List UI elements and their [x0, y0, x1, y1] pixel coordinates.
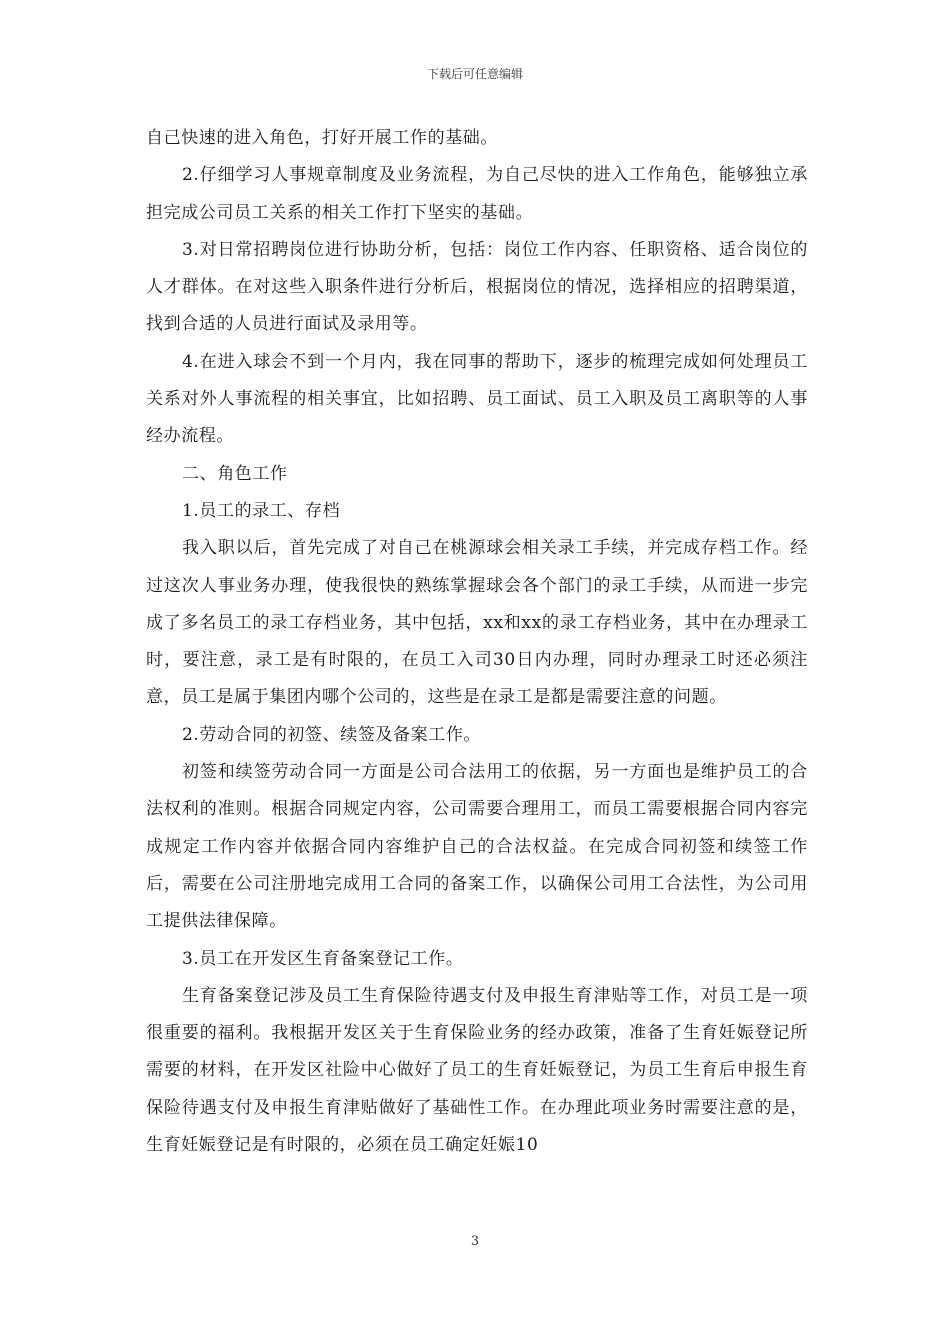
- paragraph: 我入职以后，首先完成了对自己在桃源球会相关录工手续，并完成存档工作。经过这次人事业务办理，使我很快的熟练掌握球会各个部门的录工手续，从而进一步完成了多名员工的录工存档业务，其中包括，xx和xx的录工存档业务，其中在办理录工时，要注意，录工是有时限的，在员工入司30日内办理，同时办理录工时还必须注意，员工是属于集团内哪个公司的，这些是在录工是都是需要注意的问题。: [146, 538, 808, 708]
- subsection-heading: 2.劳动合同的初签、续签及备案工作。: [182, 724, 482, 745]
- subsection-heading: 3.员工在开发区生育备案登记工作。: [182, 948, 464, 969]
- document-body: [146, 120, 808, 1164]
- subsection-heading: 1.员工的录工、存档: [182, 500, 341, 521]
- paragraph: 4.在进入球会不到一个月内，我在同事的帮助下，逐步的梳理完成如何处理员工关系对外人事流程的相关事宜，比如招聘、员工面试、员工入职及员工离职等的人事经办流程。: [146, 351, 808, 447]
- page-header: 下载后可任意编辑: [426, 67, 523, 81]
- paragraph: 2.仔细学习人事规章制度及业务流程，为自己尽快的进入工作角色，能够独立承担完成公司员工关系的相关工作打下坚实的基础。: [146, 165, 808, 223]
- paragraph: 3.对日常招聘岗位进行协助分析，包括：岗位工作内容、任职资格、适合岗位的人才群体。在对这些入职条件进行分析后，根据岗位的情况，选择相应的招聘渠道，找到合适的人员进行面试及录用等。: [146, 239, 808, 335]
- paragraph: 初签和续签劳动合同一方面是公司合法用工的依据，另一方面也是维护员工的合法权利的准则。根据合同规定内容，公司需要合理用工，而员工需要根据合同内容完成规定工作内容并依据合同内容维护自己的合法权益。在完成合同初签和续签工作后，需要在公司注册地完成用工合同的备案工作，以确保公司用工合法性，为公司用工提供法律保障。: [146, 762, 808, 932]
- section-heading: 二、角色工作: [182, 463, 288, 484]
- paragraph: 生育备案登记涉及员工生育保险待遇支付及申报生育津贴等工作，对员工是一项很重要的福利。我根据开发区关于生育保险业务的经办政策，准备了生育妊娠登记所需要的材料，在开发区社险中心做好了员工的生育妊娠登记，为员工生育后申报生育保险待遇支付及申报生育津贴做好了基础性工作。在办理此项业务时需要注意的是，生育妊娠登记是有时限的，必须在员工确定妊娠10: [146, 985, 808, 1156]
- page-number: 3: [470, 1234, 480, 1249]
- paragraph: 自己快速的进入角色，打好开展工作的基础。: [146, 128, 498, 148]
